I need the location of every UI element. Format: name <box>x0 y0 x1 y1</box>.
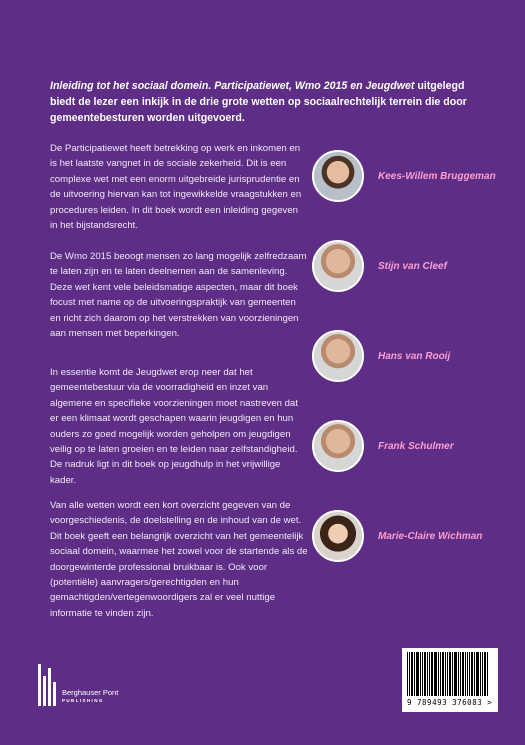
barcode-bar <box>471 652 473 696</box>
barcode-bar <box>411 652 413 696</box>
barcode-bar <box>469 652 470 696</box>
barcode-bar <box>440 652 441 696</box>
barcode-bar <box>445 652 446 696</box>
barcode-bar <box>447 652 448 696</box>
barcode-bar <box>427 652 428 696</box>
barcode-bar <box>442 652 444 696</box>
barcode-bar <box>409 652 410 696</box>
barcode-bar <box>429 652 430 696</box>
author-photo <box>312 510 364 562</box>
author-photo <box>312 330 364 382</box>
paragraph-wmo: De Wmo 2015 beoogt mensen zo lang mogelijk zelfredzaam te laten zijn en te laten deelnemen aan de samenleving. Deze wet kent vele beleidsmatige aspecten, maar dit boek focust met name op de uitvoeringspraktijk van gemeenten en richt zich daarom op het verstrekken van voorzieningen aan mensen met beperkingen. <box>50 251 307 340</box>
author-bruggeman <box>312 150 496 202</box>
barcode-bar <box>422 652 423 696</box>
barcode-bar <box>424 652 426 696</box>
barcode <box>402 648 498 712</box>
barcode-bar <box>434 652 437 696</box>
barcode-bar <box>482 652 483 696</box>
barcode-bar <box>416 652 419 696</box>
barcode-bar <box>476 652 479 696</box>
publisher-sub: PUBLISHING <box>62 698 104 703</box>
author-van-cleef <box>312 240 447 292</box>
barcode-bar <box>431 652 433 696</box>
author-name: Kees-Willem Bruggeman <box>378 170 496 182</box>
author-name: Hans van Rooij <box>378 350 451 362</box>
barcode-bar <box>458 652 459 696</box>
author-photo <box>312 240 364 292</box>
barcode-bar <box>414 652 415 696</box>
barcode-bar <box>480 652 481 696</box>
barcode-bar <box>420 652 421 696</box>
author-van-rooij <box>312 330 450 382</box>
barcode-bar <box>484 652 486 696</box>
barcode-bar <box>460 652 461 696</box>
intro-title: Inleiding tot het sociaal domein. Participatiewet, Wmo 2015 en Jeugdwet <box>50 80 415 92</box>
author-name: Stijn van Cleef <box>378 260 447 272</box>
barcode-bars <box>407 652 493 696</box>
barcode-bar <box>449 652 451 696</box>
intro-text <box>50 78 490 126</box>
paragraph-jeugdwet: In essentie komt de Jeugdwet erop neer dat het gemeentebestuur via de voorradigheid en inzet van algemene en specifieke voorzieningen moet nastreven dat er een klimaat wordt geschapen waarin jeugdigen en hun ouders zo goed mogelijk worden geholpen om jeugdigen veilig op te laten groeien en te leiden naar zelfstandigheid. De nadruk ligt in dit boek op jeugdhulp in het vrijwillige kader. <box>50 367 298 486</box>
barcode-bar <box>462 652 464 696</box>
barcode-bar <box>438 652 439 696</box>
barcode-bar <box>452 652 453 696</box>
publisher-name: Berghauser Pont <box>62 688 119 697</box>
barcode-bar <box>465 652 466 696</box>
author-name: Marie-Claire Wichman <box>378 530 483 542</box>
author-name: Frank Schulmer <box>378 440 454 452</box>
barcode-bar <box>487 652 488 696</box>
author-schulmer <box>312 420 454 472</box>
barcode-bar <box>407 652 408 696</box>
paragraph-participatiewet: De Participatiewet heeft betrekking op werk en inkomen en is het laatste vangnet in de sociale zekerheid. Dit is een complexe wet met een enorm uitgebreide jurisprudentie en de uitvoering hiervan kan tot ingewikkelde vraagstukken en procedures leiden. In dit boek wordt een inleiding gegeven in het bijstandsrecht. <box>50 143 302 232</box>
barcode-bar <box>474 652 475 696</box>
paragraph-overzicht: Van alle wetten wordt een kort overzicht gegeven van de voorgeschiedenis, de doelstelling en de inhoud van de wet. Dit boek geeft een belangrijk overzicht van het gemeentelijk sociaal domein, waarmee het zowel voor de startende als de doorgewinterde professional bruikbaar is. Ook voor (potentiële) aanvragers/gerechtigden en hun gemachtigden/vertegenwoordigers zal er veel nuttige informatie te vinden zijn. <box>50 500 308 619</box>
isbn-number: 9 789493 376083 > <box>407 698 493 707</box>
intro-body: uitgelegd biedt de lezer een inkijk in de drie grote wetten op sociaalrechtelijk terrein die door gemeentebesturen worden uitgevoerd. <box>50 80 467 124</box>
author-wichman <box>312 510 482 562</box>
barcode-bar <box>454 652 457 696</box>
barcode-bar <box>467 652 468 696</box>
publisher-logo-icon <box>38 664 56 706</box>
author-photo <box>312 150 364 202</box>
author-photo <box>312 420 364 472</box>
publisher-logo <box>38 664 118 706</box>
